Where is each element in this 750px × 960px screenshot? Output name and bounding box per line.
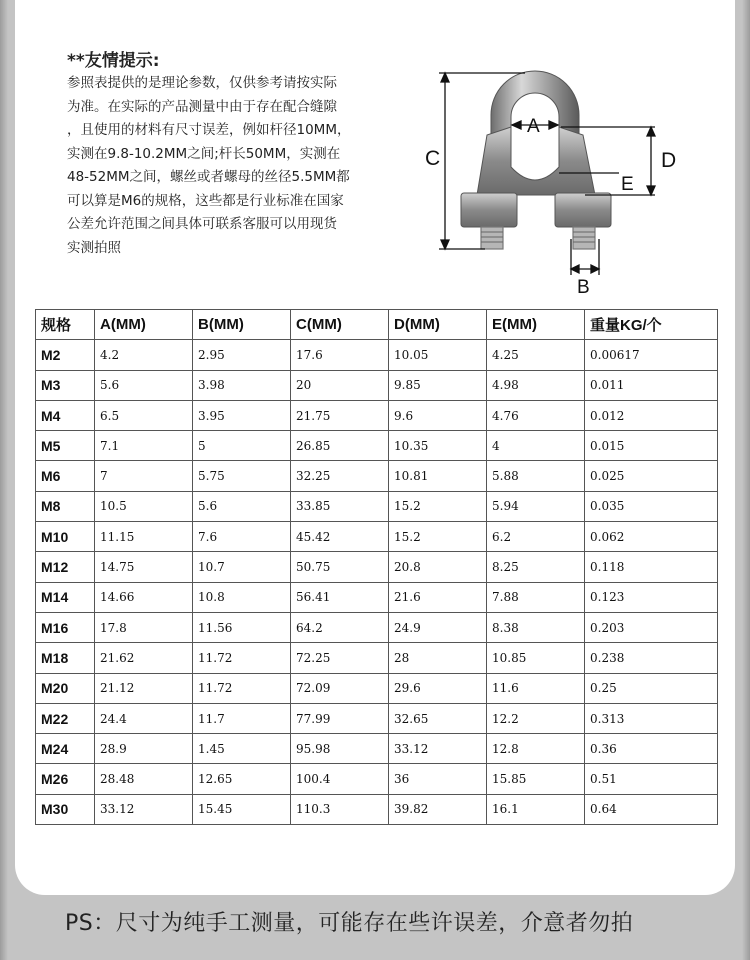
cell-b: 15.45	[193, 794, 291, 824]
table-row	[36, 370, 718, 400]
cell-e: 6.2	[487, 522, 585, 552]
cell-a: 24.4	[95, 703, 193, 733]
header-c: C(MM)	[291, 310, 389, 340]
cell-d: 24.9	[389, 612, 487, 642]
cell-e: 8.38	[487, 612, 585, 642]
notice-line: 实测在9.8-10.2MM之间;杆长50MM，实测在	[67, 145, 341, 162]
cell-e: 4.98	[487, 370, 585, 400]
table-row	[36, 612, 718, 642]
table-row	[36, 491, 718, 521]
cell-a: 6.5	[95, 400, 193, 430]
cell-d: 29.6	[389, 673, 487, 703]
cell-weight: 0.313	[585, 703, 718, 733]
cell-a: 28.48	[95, 764, 193, 794]
table-row	[36, 552, 718, 582]
cell-c: 45.42	[291, 522, 389, 552]
cell-e: 7.88	[487, 582, 585, 612]
cell-b: 2.95	[193, 340, 291, 370]
table-row	[36, 764, 718, 794]
cell-a: 5.6	[95, 370, 193, 400]
cell-c: 56.41	[291, 582, 389, 612]
cell-weight: 0.36	[585, 734, 718, 764]
cell-b: 10.7	[193, 552, 291, 582]
cell-weight: 0.00617	[585, 340, 718, 370]
notice-line: 为准。在实际的产品测量中由于存在配合缝隙	[67, 98, 337, 115]
cell-b: 11.72	[193, 643, 291, 673]
cell-d: 9.6	[389, 400, 487, 430]
cell-b: 7.6	[193, 522, 291, 552]
cell-spec: M16	[36, 612, 95, 642]
cell-a: 28.9	[95, 734, 193, 764]
cell-b: 3.95	[193, 400, 291, 430]
cell-e: 12.8	[487, 734, 585, 764]
cell-e: 10.85	[487, 643, 585, 673]
header-d: D(MM)	[389, 310, 487, 340]
table-row	[36, 340, 718, 370]
cell-e: 12.2	[487, 703, 585, 733]
cell-weight: 0.012	[585, 400, 718, 430]
cell-weight: 0.062	[585, 522, 718, 552]
cell-spec: M20	[36, 673, 95, 703]
cell-weight: 0.238	[585, 643, 718, 673]
cell-d: 15.2	[389, 522, 487, 552]
cell-d: 28	[389, 643, 487, 673]
cell-weight: 0.011	[585, 370, 718, 400]
label-c: C	[425, 147, 441, 170]
header-b: B(MM)	[193, 310, 291, 340]
cell-c: 17.6	[291, 340, 389, 370]
cell-b: 5.75	[193, 461, 291, 491]
header-spec: 规格	[36, 310, 95, 340]
label-e: E	[621, 174, 634, 195]
cell-a: 33.12	[95, 794, 193, 824]
cell-weight: 0.25	[585, 673, 718, 703]
notice-line: 公差允许范围之间具体可联系客服可以用现货	[67, 216, 337, 232]
cell-e: 4.25	[487, 340, 585, 370]
cell-spec: M6	[36, 461, 95, 491]
cell-c: 20	[291, 370, 389, 400]
cell-a: 4.2	[95, 340, 193, 370]
cell-c: 64.2	[291, 612, 389, 642]
label-b: B	[577, 277, 590, 295]
cell-e: 16.1	[487, 794, 585, 824]
cell-c: 100.4	[291, 764, 389, 794]
notice-line: ，且使用的材料有尺寸误差，例如杆径10MM，	[67, 122, 351, 138]
table-row	[36, 461, 718, 491]
cell-a: 7.1	[95, 431, 193, 461]
cell-spec: M12	[36, 552, 95, 582]
label-a: A	[527, 116, 540, 137]
cell-weight: 0.035	[585, 491, 718, 521]
cell-weight: 0.025	[585, 461, 718, 491]
cell-a: 11.15	[95, 522, 193, 552]
cell-d: 10.81	[389, 461, 487, 491]
cell-a: 21.12	[95, 673, 193, 703]
cell-b: 11.72	[193, 673, 291, 703]
cell-b: 11.56	[193, 612, 291, 642]
table-row	[36, 703, 718, 733]
cell-spec: M22	[36, 703, 95, 733]
notice-line: 参照表提供的是理论参数，仅供参考请按实际	[67, 75, 337, 91]
table-header-row	[36, 310, 718, 340]
table-row	[36, 734, 718, 764]
cell-c: 21.75	[291, 400, 389, 430]
cell-d: 15.2	[389, 491, 487, 521]
header-e: E(MM)	[487, 310, 585, 340]
spec-table	[35, 309, 718, 825]
cell-c: 110.3	[291, 794, 389, 824]
cell-weight: 0.64	[585, 794, 718, 824]
clip-photo	[461, 71, 611, 249]
cell-spec: M2	[36, 340, 95, 370]
header-a: A(MM)	[95, 310, 193, 340]
cell-weight: 0.118	[585, 552, 718, 582]
cell-d: 20.8	[389, 552, 487, 582]
wire-rope-clip-diagram	[415, 55, 715, 295]
cell-spec: M24	[36, 734, 95, 764]
cell-spec: M30	[36, 794, 95, 824]
cell-e: 8.25	[487, 552, 585, 582]
cell-a: 14.75	[95, 552, 193, 582]
cell-c: 72.25	[291, 643, 389, 673]
cell-c: 33.85	[291, 491, 389, 521]
cell-c: 32.25	[291, 461, 389, 491]
cell-c: 95.98	[291, 734, 389, 764]
table-row	[36, 582, 718, 612]
cell-b: 5	[193, 431, 291, 461]
notice-body	[67, 72, 407, 260]
cell-b: 11.7	[193, 703, 291, 733]
cell-e: 5.88	[487, 461, 585, 491]
cell-weight: 0.015	[585, 431, 718, 461]
cell-c: 77.99	[291, 703, 389, 733]
cell-weight: 0.123	[585, 582, 718, 612]
table-row	[36, 431, 718, 461]
cell-d: 10.05	[389, 340, 487, 370]
cell-spec: M5	[36, 431, 95, 461]
cell-d: 9.85	[389, 370, 487, 400]
cell-d: 32.65	[389, 703, 487, 733]
cell-a: 7	[95, 461, 193, 491]
header-weight: 重量KG/个	[585, 310, 718, 340]
cell-e: 4	[487, 431, 585, 461]
cell-spec: M26	[36, 764, 95, 794]
cell-d: 21.6	[389, 582, 487, 612]
cell-b: 10.8	[193, 582, 291, 612]
cell-spec: M8	[36, 491, 95, 521]
cell-spec: M10	[36, 522, 95, 552]
cell-e: 15.85	[487, 764, 585, 794]
notice-line: 实测拍照	[67, 239, 121, 256]
table-row	[36, 400, 718, 430]
cell-spec: M4	[36, 400, 95, 430]
cell-c: 50.75	[291, 552, 389, 582]
cell-b: 3.98	[193, 370, 291, 400]
cell-e: 11.6	[487, 673, 585, 703]
cell-e: 4.76	[487, 400, 585, 430]
cell-c: 72.09	[291, 673, 389, 703]
cell-b: 12.65	[193, 764, 291, 794]
cell-a: 14.66	[95, 582, 193, 612]
cell-weight: 0.51	[585, 764, 718, 794]
cell-b: 1.45	[193, 734, 291, 764]
notice-title: **友情提示:	[67, 51, 160, 71]
cell-e: 5.94	[487, 491, 585, 521]
cell-a: 10.5	[95, 491, 193, 521]
table-row	[36, 522, 718, 552]
cell-d: 36	[389, 764, 487, 794]
cell-d: 10.35	[389, 431, 487, 461]
notice-line: 可以算是M6的规格，这些都是行业标准在国家	[67, 192, 344, 209]
table-row	[36, 794, 718, 824]
cell-b: 5.6	[193, 491, 291, 521]
cell-weight: 0.203	[585, 612, 718, 642]
cell-spec: M18	[36, 643, 95, 673]
cell-spec: M14	[36, 582, 95, 612]
table-row	[36, 673, 718, 703]
ps-note: PS：尺寸为纯手工测量，可能存在些许误差，介意者勿拍	[65, 911, 634, 936]
cell-c: 26.85	[291, 431, 389, 461]
cell-a: 17.8	[95, 612, 193, 642]
cell-d: 33.12	[389, 734, 487, 764]
cell-spec: M3	[36, 370, 95, 400]
table-row	[36, 643, 718, 673]
cell-d: 39.82	[389, 794, 487, 824]
label-d: D	[661, 149, 677, 172]
cell-a: 21.62	[95, 643, 193, 673]
notice-line: 48-52MM之间，螺丝或者螺母的丝径5.5MM都	[67, 169, 350, 185]
